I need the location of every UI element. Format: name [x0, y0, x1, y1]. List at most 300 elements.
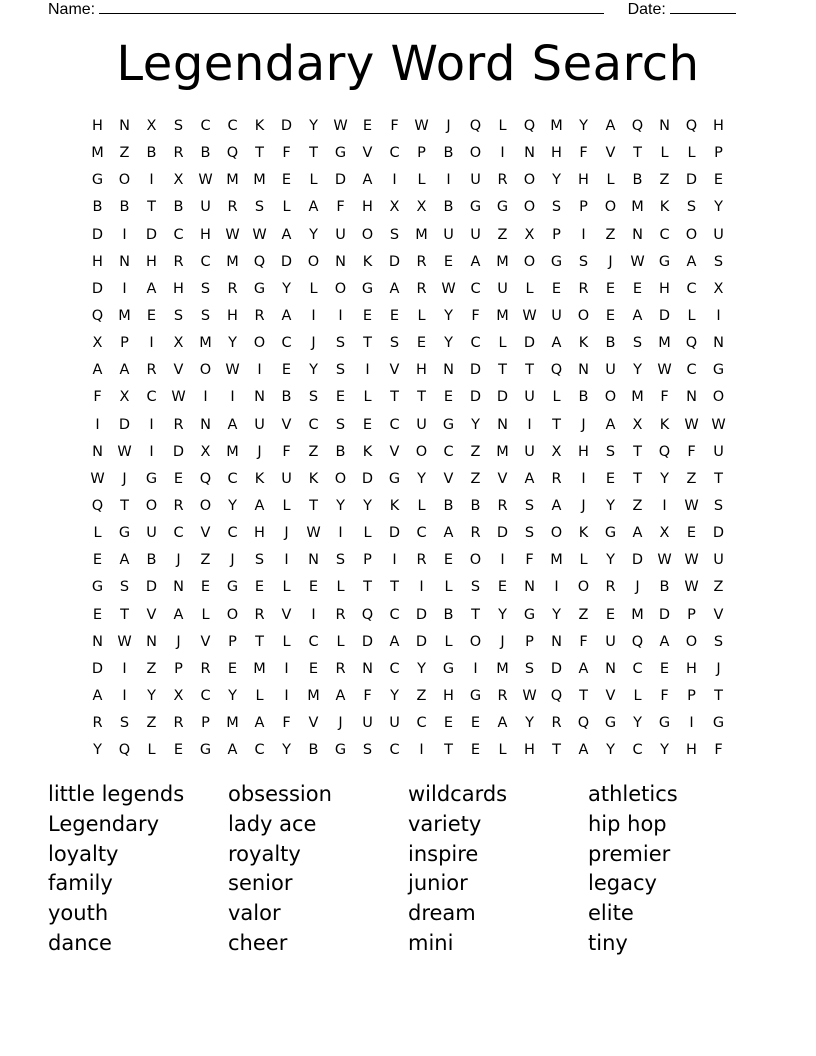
grid-letter[interactable]: A — [227, 416, 238, 433]
grid-letter[interactable]: G — [658, 715, 671, 732]
grid-letter[interactable]: J — [581, 497, 586, 514]
grid-letter[interactable]: M — [496, 253, 509, 270]
grid-letter[interactable]: L — [525, 280, 534, 297]
grid-letter[interactable]: B — [146, 552, 157, 569]
grid-letter[interactable]: B — [146, 145, 157, 162]
grid-letter[interactable]: S — [686, 199, 697, 216]
grid-letter[interactable]: K — [308, 470, 319, 487]
grid-letter[interactable]: S — [470, 579, 481, 596]
grid-letter[interactable]: C — [443, 443, 454, 460]
grid-letter[interactable]: Y — [660, 470, 669, 487]
grid-letter[interactable]: E — [254, 579, 265, 596]
grid-letter[interactable]: Y — [498, 606, 507, 623]
grid-letter[interactable]: R — [416, 253, 427, 270]
grid-letter[interactable]: I — [311, 606, 316, 623]
grid-letter[interactable]: J — [122, 470, 127, 487]
grid-letter[interactable]: N — [146, 633, 157, 650]
grid-letter[interactable]: W — [252, 226, 267, 243]
grid-letter[interactable]: L — [687, 307, 696, 324]
grid-letter[interactable]: A — [686, 253, 697, 270]
grid-letter[interactable]: H — [443, 687, 454, 704]
grid-letter[interactable]: I — [500, 552, 505, 569]
grid-letter[interactable]: I — [500, 145, 505, 162]
grid-letter[interactable]: Y — [714, 199, 723, 216]
grid-letter[interactable]: L — [498, 335, 507, 352]
grid-letter[interactable]: G — [253, 280, 266, 297]
grid-letter[interactable]: H — [578, 172, 589, 189]
grid-letter[interactable]: R — [227, 280, 238, 297]
grid-letter[interactable]: D — [469, 362, 482, 379]
grid-letter[interactable]: E — [605, 280, 616, 297]
grid-letter[interactable]: U — [281, 470, 292, 487]
grid-letter[interactable]: D — [415, 606, 428, 623]
grid-letter[interactable]: G — [469, 199, 482, 216]
grid-letter[interactable]: R — [227, 199, 238, 216]
grid-letter[interactable]: J — [284, 525, 289, 542]
grid-letter[interactable]: O — [550, 525, 563, 542]
grid-letter[interactable]: Z — [470, 470, 481, 487]
grid-letter[interactable]: O — [469, 145, 482, 162]
grid-letter[interactable]: S — [524, 660, 535, 677]
grid-letter[interactable]: Z — [146, 660, 157, 677]
grid-letter[interactable]: M — [415, 226, 428, 243]
grid-letter[interactable]: G — [523, 606, 536, 623]
grid-letter[interactable]: C — [632, 742, 643, 759]
grid-letter[interactable]: W — [684, 579, 699, 596]
grid-letter[interactable]: C — [686, 280, 697, 297]
grid-letter[interactable]: W — [198, 172, 213, 189]
grid-letter[interactable]: L — [417, 172, 426, 189]
grid-letter[interactable]: R — [173, 497, 184, 514]
grid-letter[interactable]: M — [631, 606, 644, 623]
grid-letter[interactable]: X — [146, 118, 157, 134]
grid-letter[interactable]: R — [578, 280, 589, 297]
grid-letter[interactable]: A — [281, 226, 292, 243]
grid-letter[interactable]: P — [687, 606, 696, 623]
grid-letter[interactable]: A — [119, 362, 130, 379]
grid-letter[interactable]: I — [149, 443, 154, 460]
grid-letter[interactable]: G — [550, 253, 563, 270]
grid-letter[interactable]: F — [282, 145, 291, 162]
grid-letter[interactable]: I — [122, 280, 127, 297]
grid-letter[interactable]: F — [363, 687, 372, 704]
grid-letter[interactable]: C — [227, 118, 238, 134]
grid-letter[interactable]: W — [522, 687, 537, 704]
grid-letter[interactable]: B — [443, 199, 454, 216]
grid-letter[interactable]: C — [389, 742, 400, 759]
grid-letter[interactable]: F — [579, 633, 588, 650]
grid-letter[interactable]: Y — [417, 470, 426, 487]
grid-letter[interactable]: P — [417, 145, 426, 162]
grid-letter[interactable]: Y — [579, 118, 588, 134]
grid-letter[interactable]: L — [201, 606, 210, 623]
grid-letter[interactable]: E — [659, 660, 670, 677]
grid-letter[interactable]: R — [254, 606, 265, 623]
grid-letter[interactable]: O — [604, 389, 617, 406]
grid-letter[interactable]: D — [91, 226, 104, 243]
grid-letter[interactable]: C — [389, 145, 400, 162]
grid-letter[interactable]: S — [335, 416, 346, 433]
grid-letter[interactable]: M — [658, 335, 671, 352]
grid-letter[interactable]: O — [226, 606, 239, 623]
grid-letter[interactable]: B — [632, 172, 643, 189]
grid-letter[interactable]: Q — [253, 253, 266, 270]
grid-letter[interactable]: R — [200, 660, 211, 677]
grid-letter[interactable]: T — [120, 497, 129, 514]
grid-letter[interactable]: T — [714, 687, 723, 704]
grid-letter[interactable]: M — [226, 253, 239, 270]
grid-letter[interactable]: U — [713, 226, 724, 243]
grid-letter[interactable]: R — [605, 579, 616, 596]
grid-letter[interactable]: G — [361, 280, 374, 297]
grid-letter[interactable]: I — [365, 362, 370, 379]
grid-letter[interactable]: N — [308, 552, 319, 569]
grid-letter[interactable]: N — [497, 416, 508, 433]
grid-letter[interactable]: A — [362, 172, 373, 189]
grid-letter[interactable]: M — [550, 552, 563, 569]
grid-letter[interactable]: L — [633, 687, 642, 704]
grid-letter[interactable]: A — [227, 742, 238, 759]
grid-letter[interactable]: D — [469, 389, 482, 406]
grid-letter[interactable]: D — [496, 525, 509, 542]
grid-letter[interactable]: D — [415, 633, 428, 650]
grid-letter[interactable]: T — [633, 470, 642, 487]
grid-letter[interactable]: Y — [93, 742, 102, 759]
grid-letter[interactable]: C — [227, 525, 238, 542]
grid-letter[interactable]: E — [173, 742, 184, 759]
grid-letter[interactable]: E — [227, 660, 238, 677]
grid-letter[interactable]: P — [201, 715, 210, 732]
grid-letter[interactable]: W — [171, 389, 186, 406]
grid-letter[interactable]: X — [173, 335, 184, 352]
grid-letter[interactable]: F — [471, 307, 480, 324]
grid-letter[interactable]: H — [146, 253, 157, 270]
grid-letter[interactable]: Y — [282, 280, 291, 297]
grid-letter[interactable]: Q — [658, 443, 671, 460]
grid-letter[interactable]: X — [659, 525, 670, 542]
grid-letter[interactable]: E — [470, 715, 481, 732]
grid-letter[interactable]: S — [200, 307, 211, 324]
grid-letter[interactable]: C — [200, 253, 211, 270]
grid-letter[interactable]: G — [712, 715, 725, 732]
grid-letter[interactable]: Y — [525, 715, 534, 732]
grid-letter[interactable]: D — [496, 389, 509, 406]
grid-letter[interactable]: J — [311, 335, 316, 352]
grid-letter[interactable]: M — [253, 172, 266, 189]
grid-letter[interactable]: A — [92, 362, 103, 379]
grid-letter[interactable]: T — [579, 687, 588, 704]
grid-letter[interactable]: U — [254, 416, 265, 433]
grid-letter[interactable]: F — [525, 552, 534, 569]
grid-letter[interactable]: H — [92, 253, 103, 270]
grid-letter[interactable]: O — [253, 335, 266, 352]
grid-letter[interactable]: U — [389, 715, 400, 732]
grid-letter[interactable]: Q — [550, 687, 563, 704]
grid-letter[interactable]: I — [581, 470, 586, 487]
grid-letter[interactable]: U — [713, 443, 724, 460]
grid-letter[interactable]: Y — [390, 687, 399, 704]
grid-letter[interactable]: H — [524, 742, 535, 759]
grid-letter[interactable]: O — [712, 389, 725, 406]
grid-letter[interactable]: W — [684, 416, 699, 433]
grid-letter[interactable]: S — [173, 118, 184, 134]
grid-letter[interactable]: I — [419, 742, 424, 759]
grid-letter[interactable]: W — [225, 362, 240, 379]
grid-letter[interactable]: L — [309, 280, 318, 297]
grid-letter[interactable]: K — [362, 253, 373, 270]
grid-letter[interactable]: A — [605, 118, 616, 134]
date-field[interactable] — [670, 0, 736, 14]
grid-letter[interactable]: O — [415, 443, 428, 460]
grid-letter[interactable]: A — [632, 307, 643, 324]
grid-letter[interactable]: S — [119, 579, 130, 596]
grid-letter[interactable]: L — [687, 145, 696, 162]
grid-letter[interactable]: H — [578, 443, 589, 460]
grid-letter[interactable]: V — [200, 633, 211, 650]
grid-letter[interactable]: M — [496, 307, 509, 324]
grid-letter[interactable]: U — [713, 552, 724, 569]
grid-letter[interactable]: P — [174, 660, 183, 677]
grid-letter[interactable]: D — [658, 307, 671, 324]
grid-letter[interactable]: T — [633, 145, 642, 162]
grid-letter[interactable]: Y — [552, 172, 561, 189]
grid-letter[interactable]: W — [90, 470, 105, 487]
grid-letter[interactable]: C — [254, 742, 265, 759]
grid-letter[interactable]: N — [713, 335, 724, 352]
grid-letter[interactable]: M — [253, 660, 266, 677]
grid-letter[interactable]: Z — [470, 443, 481, 460]
grid-letter[interactable]: J — [257, 443, 262, 460]
grid-letter[interactable]: C — [416, 715, 427, 732]
grid-letter[interactable]: Y — [363, 497, 372, 514]
grid-letter[interactable]: E — [443, 715, 454, 732]
grid-letter[interactable]: D — [118, 416, 131, 433]
grid-letter[interactable]: N — [605, 660, 616, 677]
grid-letter[interactable]: V — [200, 525, 211, 542]
grid-letter[interactable]: V — [281, 606, 292, 623]
grid-letter[interactable]: F — [93, 389, 102, 406]
grid-letter[interactable]: T — [147, 199, 156, 216]
grid-letter[interactable]: D — [550, 660, 563, 677]
grid-letter[interactable]: H — [200, 226, 211, 243]
grid-letter[interactable]: N — [524, 579, 535, 596]
grid-letter[interactable]: Y — [228, 687, 237, 704]
grid-letter[interactable]: G — [712, 362, 725, 379]
grid-letter[interactable]: A — [254, 715, 265, 732]
grid-letter[interactable]: Y — [309, 118, 318, 134]
grid-letter[interactable]: O — [577, 307, 590, 324]
grid-letter[interactable]: Y — [444, 335, 453, 352]
grid-letter[interactable]: G — [604, 715, 617, 732]
grid-letter[interactable]: R — [173, 145, 184, 162]
grid-letter[interactable]: T — [498, 362, 507, 379]
grid-letter[interactable]: G — [199, 742, 212, 759]
grid-letter[interactable]: E — [713, 172, 724, 189]
grid-letter[interactable]: I — [338, 525, 343, 542]
grid-letter[interactable]: E — [443, 253, 454, 270]
grid-letter[interactable]: B — [173, 199, 184, 216]
grid-letter[interactable]: U — [335, 226, 346, 243]
grid-letter[interactable]: R — [470, 525, 481, 542]
grid-letter[interactable]: D — [388, 525, 401, 542]
grid-letter[interactable]: L — [417, 307, 426, 324]
grid-letter[interactable]: D — [631, 552, 644, 569]
grid-letter[interactable]: T — [417, 389, 426, 406]
grid-letter[interactable]: L — [606, 172, 615, 189]
grid-letter[interactable]: H — [173, 280, 184, 297]
grid-letter[interactable]: L — [336, 579, 345, 596]
grid-letter[interactable]: R — [146, 362, 157, 379]
grid-letter[interactable]: V — [308, 715, 319, 732]
grid-letter[interactable]: A — [92, 687, 103, 704]
grid-letter[interactable]: A — [551, 497, 562, 514]
grid-letter[interactable]: L — [282, 633, 291, 650]
grid-letter[interactable]: G — [442, 416, 455, 433]
grid-letter[interactable]: Y — [633, 362, 642, 379]
grid-letter[interactable]: U — [443, 226, 454, 243]
grid-letter[interactable]: R — [497, 497, 508, 514]
grid-letter[interactable]: M — [226, 443, 239, 460]
grid-letter[interactable]: N — [443, 362, 454, 379]
grid-letter[interactable]: R — [92, 715, 103, 732]
grid-letter[interactable]: X — [713, 280, 724, 297]
grid-letter[interactable]: S — [335, 362, 346, 379]
grid-letter[interactable]: Z — [605, 226, 616, 243]
grid-letter[interactable]: O — [685, 226, 698, 243]
grid-letter[interactable]: Q — [91, 307, 104, 324]
grid-letter[interactable]: J — [446, 118, 451, 134]
grid-letter[interactable]: N — [335, 253, 346, 270]
grid-letter[interactable]: K — [578, 335, 589, 352]
grid-letter[interactable]: C — [389, 660, 400, 677]
grid-letter[interactable]: N — [173, 579, 184, 596]
grid-letter[interactable]: I — [419, 579, 424, 596]
grid-letter[interactable]: F — [282, 715, 291, 732]
grid-letter[interactable]: Q — [118, 742, 131, 759]
grid-letter[interactable]: G — [604, 525, 617, 542]
grid-letter[interactable]: M — [631, 199, 644, 216]
grid-letter[interactable]: G — [91, 172, 104, 189]
grid-letter[interactable]: C — [173, 525, 184, 542]
grid-letter[interactable]: U — [146, 525, 157, 542]
grid-letter[interactable]: S — [119, 715, 130, 732]
grid-letter[interactable]: Y — [471, 416, 480, 433]
grid-letter[interactable]: D — [145, 579, 158, 596]
grid-letter[interactable]: I — [392, 552, 397, 569]
grid-letter[interactable]: A — [335, 687, 346, 704]
grid-letter[interactable]: Y — [147, 687, 156, 704]
grid-letter[interactable]: L — [255, 687, 264, 704]
grid-letter[interactable]: A — [389, 280, 400, 297]
grid-letter[interactable]: K — [362, 443, 373, 460]
grid-letter[interactable]: T — [390, 389, 399, 406]
grid-letter[interactable]: K — [659, 416, 670, 433]
grid-letter[interactable]: A — [254, 497, 265, 514]
grid-letter[interactable]: Y — [417, 660, 426, 677]
grid-letter[interactable]: P — [714, 145, 723, 162]
grid-letter[interactable]: Y — [444, 307, 453, 324]
grid-letter[interactable]: Z — [578, 606, 589, 623]
grid-letter[interactable]: U — [362, 715, 373, 732]
grid-letter[interactable]: B — [659, 579, 670, 596]
grid-letter[interactable]: L — [417, 497, 426, 514]
grid-letter[interactable]: I — [527, 416, 532, 433]
grid-letter[interactable]: T — [255, 633, 264, 650]
grid-letter[interactable]: O — [469, 552, 482, 569]
grid-letter[interactable]: I — [284, 660, 289, 677]
grid-letter[interactable]: R — [551, 715, 562, 732]
grid-letter[interactable]: W — [414, 118, 429, 134]
grid-letter[interactable]: T — [444, 742, 453, 759]
grid-letter[interactable]: T — [471, 606, 480, 623]
grid-letter[interactable]: L — [282, 497, 291, 514]
grid-letter[interactable]: A — [146, 280, 157, 297]
grid-letter[interactable]: D — [361, 633, 374, 650]
grid-letter[interactable]: C — [308, 633, 319, 650]
grid-letter[interactable]: G — [145, 470, 158, 487]
grid-letter[interactable]: M — [307, 687, 320, 704]
grid-letter[interactable]: E — [362, 307, 373, 324]
grid-letter[interactable]: H — [227, 307, 238, 324]
grid-letter[interactable]: J — [338, 715, 343, 732]
grid-letter[interactable]: E — [389, 307, 400, 324]
grid-letter[interactable]: O — [523, 172, 536, 189]
grid-letter[interactable]: O — [604, 199, 617, 216]
grid-letter[interactable]: Z — [686, 470, 697, 487]
grid-letter[interactable]: X — [173, 687, 184, 704]
grid-letter[interactable]: Y — [660, 742, 669, 759]
grid-letter[interactable]: O — [469, 633, 482, 650]
grid-letter[interactable]: C — [416, 525, 427, 542]
grid-letter[interactable]: R — [173, 416, 184, 433]
grid-letter[interactable]: S — [524, 525, 535, 542]
grid-letter[interactable]: E — [200, 579, 211, 596]
grid-letter[interactable]: V — [173, 362, 184, 379]
grid-letter[interactable]: J — [608, 253, 613, 270]
grid-letter[interactable]: E — [605, 470, 616, 487]
grid-letter[interactable]: U — [200, 199, 211, 216]
grid-letter[interactable]: C — [632, 660, 643, 677]
grid-letter[interactable]: V — [389, 362, 400, 379]
grid-letter[interactable]: H — [254, 525, 265, 542]
grid-letter[interactable]: I — [311, 307, 316, 324]
grid-letter[interactable]: I — [338, 307, 343, 324]
grid-letter[interactable]: O — [577, 579, 590, 596]
grid-letter[interactable]: R — [173, 253, 184, 270]
grid-letter[interactable]: I — [149, 335, 154, 352]
grid-letter[interactable]: Q — [631, 118, 644, 134]
grid-letter[interactable]: A — [632, 525, 643, 542]
grid-letter[interactable]: N — [659, 118, 670, 134]
grid-letter[interactable]: I — [149, 416, 154, 433]
grid-letter[interactable]: I — [716, 307, 721, 324]
grid-letter[interactable]: M — [496, 660, 509, 677]
grid-letter[interactable]: V — [389, 443, 400, 460]
grid-letter[interactable]: G — [469, 687, 482, 704]
grid-letter[interactable]: A — [497, 715, 508, 732]
grid-letter[interactable]: U — [551, 307, 562, 324]
grid-letter[interactable]: H — [686, 660, 697, 677]
grid-letter[interactable]: B — [200, 145, 211, 162]
grid-letter[interactable]: A — [119, 552, 130, 569]
grid-letter[interactable]: A — [551, 335, 562, 352]
grid-letter[interactable]: X — [200, 443, 211, 460]
grid-letter[interactable]: T — [309, 145, 318, 162]
grid-letter[interactable]: T — [552, 416, 561, 433]
grid-letter[interactable]: W — [225, 226, 240, 243]
grid-letter[interactable]: M — [496, 443, 509, 460]
grid-letter[interactable]: G — [496, 199, 509, 216]
